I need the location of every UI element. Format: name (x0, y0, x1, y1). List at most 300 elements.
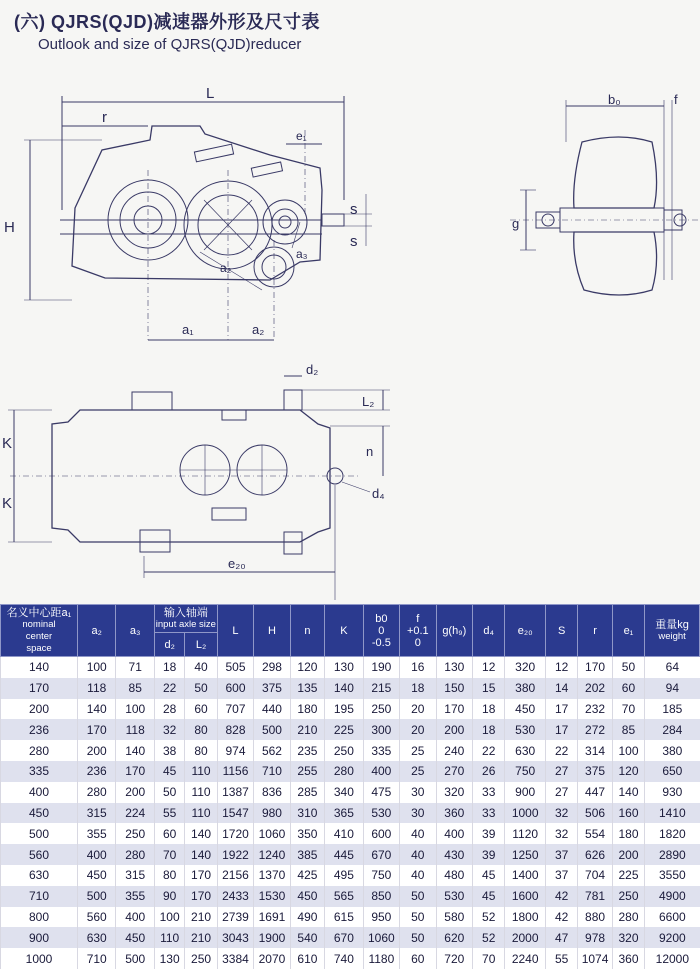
table-cell: 32 (545, 823, 577, 844)
col-r: r (578, 605, 612, 657)
table-cell: 55 (154, 803, 184, 824)
table-cell: 26 (473, 761, 505, 782)
table-cell: 445 (325, 844, 363, 865)
table-cell: 270 (436, 761, 472, 782)
table-cell: 170 (77, 719, 115, 740)
table-cell: 170 (185, 865, 217, 886)
table-cell: 170 (116, 761, 154, 782)
table-cell: 32 (545, 803, 577, 824)
table-cell: 225 (325, 719, 363, 740)
table-cell: 580 (436, 907, 472, 928)
table-cell: 314 (578, 740, 612, 761)
table-cell: 118 (77, 678, 115, 699)
table-cell: 85 (116, 678, 154, 699)
table-cell: 620 (436, 927, 472, 948)
table-cell: 3043 (217, 927, 253, 948)
table-cell: 710 (1, 886, 78, 907)
table-cell: 28 (154, 699, 184, 720)
dim-e20-label: e₂₀ (228, 556, 246, 571)
dim-g-label: g (512, 216, 520, 231)
table-cell: 224 (116, 803, 154, 824)
table-cell: 2890 (645, 844, 700, 865)
table-cell: 450 (77, 865, 115, 886)
table-cell: 1180 (363, 948, 399, 969)
table-cell: 135 (290, 678, 324, 699)
dim-H-label: H (4, 219, 15, 236)
table-cell: 80 (185, 719, 217, 740)
table-cell: 285 (290, 782, 324, 803)
table-row (1, 948, 700, 969)
table-cell: 100 (154, 907, 184, 928)
dim-a2-label: a₂ (252, 322, 265, 337)
table-cell: 71 (116, 657, 154, 678)
table-cell: 1387 (217, 782, 253, 803)
table-cell: 380 (505, 678, 546, 699)
table-cell: 39 (473, 823, 505, 844)
table-cell: 110 (185, 761, 217, 782)
col-nominal: 名义中心距a₁ nominal center space (1, 605, 78, 657)
table-cell: 50 (400, 886, 436, 907)
table-cell: 38 (154, 740, 184, 761)
col-S: S (545, 605, 577, 657)
table-cell: 130 (154, 948, 184, 969)
table-cell: 140 (1, 657, 78, 678)
table-cell: 500 (116, 948, 154, 969)
spec-table-body (1, 657, 700, 969)
table-cell: 1060 (254, 823, 290, 844)
table-cell: 200 (612, 844, 644, 865)
table-cell: 118 (116, 719, 154, 740)
table-cell: 70 (612, 699, 644, 720)
table-cell: 400 (1, 782, 78, 803)
table-cell: 50 (185, 678, 217, 699)
table-cell: 280 (1, 740, 78, 761)
col-n: n (290, 605, 324, 657)
table-cell: 1547 (217, 803, 253, 824)
table-cell: 350 (290, 823, 324, 844)
table-cell: 120 (290, 657, 324, 678)
table-cell: 40 (400, 844, 436, 865)
table-cell: 335 (363, 740, 399, 761)
col-e1: e₁ (612, 605, 644, 657)
table-cell: 120 (612, 761, 644, 782)
table-cell: 40 (400, 823, 436, 844)
table-cell: 360 (436, 803, 472, 824)
table-row (1, 657, 700, 678)
dim-f-label: f (674, 92, 678, 107)
dim-n-label: n (366, 444, 374, 459)
table-cell: 185 (645, 699, 700, 720)
table-row (1, 844, 700, 865)
table-cell: 80 (185, 740, 217, 761)
spec-table (0, 604, 700, 969)
table-cell: 250 (116, 823, 154, 844)
table-cell: 250 (612, 886, 644, 907)
table-cell: 110 (154, 927, 184, 948)
table-cell: 560 (1, 844, 78, 865)
table-cell: 400 (363, 761, 399, 782)
page-subtitle: Outlook and size of QJRS(QJD)reducer (38, 36, 302, 53)
table-row (1, 823, 700, 844)
table-cell: 100 (77, 657, 115, 678)
table-cell: 52 (473, 927, 505, 948)
table-cell: 490 (290, 907, 324, 928)
plan-view (8, 376, 390, 600)
table-cell: 1156 (217, 761, 253, 782)
table-cell: 750 (505, 761, 546, 782)
table-cell: 2739 (217, 907, 253, 928)
table-cell: 15 (473, 678, 505, 699)
dim-d2-label: d₂ (306, 362, 319, 377)
dim-a2-diag-label: a₂ (220, 261, 232, 275)
table-cell: 360 (612, 948, 644, 969)
table-cell: 39 (473, 844, 505, 865)
dim-L2-label: L₂ (362, 394, 375, 409)
col-b0: b0 0 -0.5 (363, 605, 399, 657)
table-cell: 400 (116, 907, 154, 928)
table-cell: 250 (185, 948, 217, 969)
table-cell: 320 (612, 927, 644, 948)
table-cell: 500 (77, 886, 115, 907)
table-cell: 1720 (217, 823, 253, 844)
table-cell: 974 (217, 740, 253, 761)
table-cell: 300 (363, 719, 399, 740)
dim-a1-label: a₁ (182, 322, 194, 337)
table-cell: 610 (290, 948, 324, 969)
table-cell: 170 (578, 657, 612, 678)
table-cell: 447 (578, 782, 612, 803)
table-cell: 27 (545, 761, 577, 782)
table-cell: 375 (578, 761, 612, 782)
table-cell: 315 (77, 803, 115, 824)
table-cell: 530 (505, 719, 546, 740)
table-row (1, 740, 700, 761)
col-L2: L₂ (185, 633, 217, 657)
table-cell: 280 (325, 761, 363, 782)
table-cell: 42 (545, 907, 577, 928)
table-cell: 20 (400, 719, 436, 740)
table-cell: 320 (505, 657, 546, 678)
table-cell: 33 (473, 782, 505, 803)
table-cell: 1000 (505, 803, 546, 824)
table-cell: 45 (473, 886, 505, 907)
table-cell: 25 (400, 761, 436, 782)
table-cell: 335 (1, 761, 78, 782)
table-cell: 160 (612, 803, 644, 824)
table-cell: 650 (645, 761, 700, 782)
table-cell: 32 (154, 719, 184, 740)
table-cell: 540 (290, 927, 324, 948)
table-cell: 130 (325, 657, 363, 678)
table-cell: 1120 (505, 823, 546, 844)
table-cell: 2000 (505, 927, 546, 948)
table-cell: 440 (254, 699, 290, 720)
table-cell: 400 (77, 844, 115, 865)
table-cell: 50 (612, 657, 644, 678)
table-cell: 240 (436, 740, 472, 761)
table-cell: 16 (400, 657, 436, 678)
table-cell: 25 (400, 740, 436, 761)
table-cell: 3550 (645, 865, 700, 886)
table-cell: 280 (612, 907, 644, 928)
table-cell: 630 (505, 740, 546, 761)
table-cell: 900 (505, 782, 546, 803)
table-cell: 670 (363, 844, 399, 865)
table-cell: 52 (473, 907, 505, 928)
table-cell: 50 (400, 907, 436, 928)
table-cell: 1400 (505, 865, 546, 886)
table-cell: 80 (154, 865, 184, 886)
table-cell: 1922 (217, 844, 253, 865)
table-cell: 18 (400, 678, 436, 699)
table-cell: 430 (436, 844, 472, 865)
table-cell: 210 (185, 927, 217, 948)
table-cell: 1250 (505, 844, 546, 865)
table-cell: 45 (473, 865, 505, 886)
table-cell: 365 (325, 803, 363, 824)
table-cell: 450 (1, 803, 78, 824)
dim-a3-label: a₃ (296, 247, 308, 261)
table-cell: 340 (325, 782, 363, 803)
col-f: f +0.1 0 (400, 605, 436, 657)
table-cell: 250 (363, 699, 399, 720)
table-cell: 225 (612, 865, 644, 886)
dim-e1-label: e₁ (296, 129, 307, 143)
table-cell: 626 (578, 844, 612, 865)
table-cell: 94 (645, 678, 700, 699)
table-cell: 85 (612, 719, 644, 740)
table-cell: 190 (363, 657, 399, 678)
table-cell: 978 (578, 927, 612, 948)
table-row (1, 782, 700, 803)
table-cell: 720 (436, 948, 472, 969)
table-row (1, 927, 700, 948)
reducer-drawing (0, 60, 700, 600)
table-cell: 250 (325, 740, 363, 761)
table-cell: 140 (185, 823, 217, 844)
table-cell: 37 (545, 844, 577, 865)
dim-r-label: r (102, 109, 107, 126)
table-cell: 1530 (254, 886, 290, 907)
table-cell: 980 (254, 803, 290, 824)
dim-s2-label: s (350, 233, 358, 250)
table-cell: 27 (545, 782, 577, 803)
table-cell: 14 (545, 678, 577, 699)
table-cell: 530 (436, 886, 472, 907)
col-weight: 重量kg weight (645, 605, 700, 657)
table-cell: 2240 (505, 948, 546, 969)
table-cell: 90 (154, 886, 184, 907)
table-cell: 6600 (645, 907, 700, 928)
col-a2: a₂ (77, 605, 115, 657)
table-cell: 55 (545, 948, 577, 969)
table-cell: 280 (116, 844, 154, 865)
table-cell: 565 (325, 886, 363, 907)
table-cell: 630 (1, 865, 78, 886)
table-cell: 17 (545, 719, 577, 740)
table-cell: 60 (400, 948, 436, 969)
table-cell: 12000 (645, 948, 700, 969)
table-cell: 140 (612, 782, 644, 803)
table-cell: 42 (545, 886, 577, 907)
table-cell: 450 (116, 927, 154, 948)
table-cell: 1800 (505, 907, 546, 928)
table-row (1, 907, 700, 928)
table-cell: 554 (578, 823, 612, 844)
table-cell: 781 (578, 886, 612, 907)
table-cell: 425 (290, 865, 324, 886)
table-cell: 600 (363, 823, 399, 844)
table-cell: 704 (578, 865, 612, 886)
table-cell: 2156 (217, 865, 253, 886)
table-cell: 310 (290, 803, 324, 824)
col-H: H (254, 605, 290, 657)
table-cell: 4900 (645, 886, 700, 907)
table-cell: 450 (290, 886, 324, 907)
table-cell: 900 (1, 927, 78, 948)
table-cell: 45 (154, 761, 184, 782)
table-cell: 30 (400, 803, 436, 824)
table-cell: 740 (325, 948, 363, 969)
col-g: g(h₉) (436, 605, 472, 657)
table-cell: 22 (154, 678, 184, 699)
table-cell: 170 (436, 699, 472, 720)
col-input-axle: 输入轴端 input axle size (154, 605, 217, 633)
table-cell: 40 (185, 657, 217, 678)
table-cell: 255 (290, 761, 324, 782)
table-cell: 200 (436, 719, 472, 740)
table-cell: 355 (116, 886, 154, 907)
table-row (1, 761, 700, 782)
table-cell: 18 (473, 699, 505, 720)
table-cell: 22 (473, 740, 505, 761)
table-cell: 320 (436, 782, 472, 803)
table-cell: 236 (77, 761, 115, 782)
table-cell: 30 (400, 782, 436, 803)
table-cell: 1074 (578, 948, 612, 969)
table-cell: 60 (612, 678, 644, 699)
table-cell: 385 (290, 844, 324, 865)
table-cell: 70 (154, 844, 184, 865)
table-cell: 236 (1, 719, 78, 740)
table-cell: 410 (325, 823, 363, 844)
table-cell: 505 (217, 657, 253, 678)
table-cell: 50 (400, 927, 436, 948)
table-cell: 1000 (1, 948, 78, 969)
table-row (1, 699, 700, 720)
table-cell: 930 (645, 782, 700, 803)
table-cell: 750 (363, 865, 399, 886)
table-cell: 298 (254, 657, 290, 678)
table-cell: 210 (185, 907, 217, 928)
table-cell: 140 (325, 678, 363, 699)
table-cell: 1900 (254, 927, 290, 948)
table-cell: 235 (290, 740, 324, 761)
table-cell: 140 (116, 740, 154, 761)
front-view (24, 96, 372, 340)
table-cell: 1691 (254, 907, 290, 928)
dim-d4-label: d₄ (372, 486, 385, 501)
table-cell: 355 (77, 823, 115, 844)
table-cell: 710 (254, 761, 290, 782)
table-cell: 110 (185, 803, 217, 824)
table-cell: 707 (217, 699, 253, 720)
table-cell: 70 (473, 948, 505, 969)
table-cell: 232 (578, 699, 612, 720)
table-cell: 400 (436, 823, 472, 844)
table-cell: 180 (612, 823, 644, 844)
table-cell: 950 (363, 907, 399, 928)
table-cell: 375 (254, 678, 290, 699)
table-cell: 2433 (217, 886, 253, 907)
col-d2: d₂ (154, 633, 184, 657)
table-cell: 828 (217, 719, 253, 740)
table-row (1, 803, 700, 824)
table-cell: 850 (363, 886, 399, 907)
table-cell: 20 (400, 699, 436, 720)
table-cell: 40 (400, 865, 436, 886)
table-cell: 450 (505, 699, 546, 720)
table-cell: 1600 (505, 886, 546, 907)
table-cell: 2070 (254, 948, 290, 969)
table-row (1, 865, 700, 886)
table-cell: 630 (77, 927, 115, 948)
table-cell: 47 (545, 927, 577, 948)
table-cell: 17 (545, 699, 577, 720)
table-cell: 64 (645, 657, 700, 678)
col-a3: a₃ (116, 605, 154, 657)
table-cell: 130 (436, 657, 472, 678)
table-cell: 506 (578, 803, 612, 824)
col-d4: d₄ (473, 605, 505, 657)
table-cell: 1410 (645, 803, 700, 824)
table-cell: 500 (1, 823, 78, 844)
table-cell: 60 (185, 699, 217, 720)
table-cell: 100 (612, 740, 644, 761)
table-cell: 315 (116, 865, 154, 886)
table-cell: 202 (578, 678, 612, 699)
table-cell: 37 (545, 865, 577, 886)
table-cell: 170 (185, 886, 217, 907)
table-cell: 1060 (363, 927, 399, 948)
table-cell: 280 (77, 782, 115, 803)
col-K: K (325, 605, 363, 657)
table-cell: 1370 (254, 865, 290, 886)
dim-K1-label: K (2, 435, 13, 452)
table-cell: 22 (545, 740, 577, 761)
table-cell: 100 (116, 699, 154, 720)
dim-s1-label: s (350, 201, 358, 218)
table-cell: 215 (363, 678, 399, 699)
table-cell: 180 (290, 699, 324, 720)
table-cell: 200 (1, 699, 78, 720)
table-cell: 140 (185, 844, 217, 865)
table-cell: 210 (290, 719, 324, 740)
table-cell: 284 (645, 719, 700, 740)
table-cell: 615 (325, 907, 363, 928)
table-cell: 200 (116, 782, 154, 803)
table-cell: 836 (254, 782, 290, 803)
table-cell: 670 (325, 927, 363, 948)
table-cell: 3384 (217, 948, 253, 969)
table-cell: 480 (436, 865, 472, 886)
table-cell: 1820 (645, 823, 700, 844)
dim-b0-label: b₀ (608, 92, 621, 107)
table-cell: 18 (473, 719, 505, 740)
table-cell: 562 (254, 740, 290, 761)
table-cell: 12 (545, 657, 577, 678)
table-cell: 50 (154, 782, 184, 803)
